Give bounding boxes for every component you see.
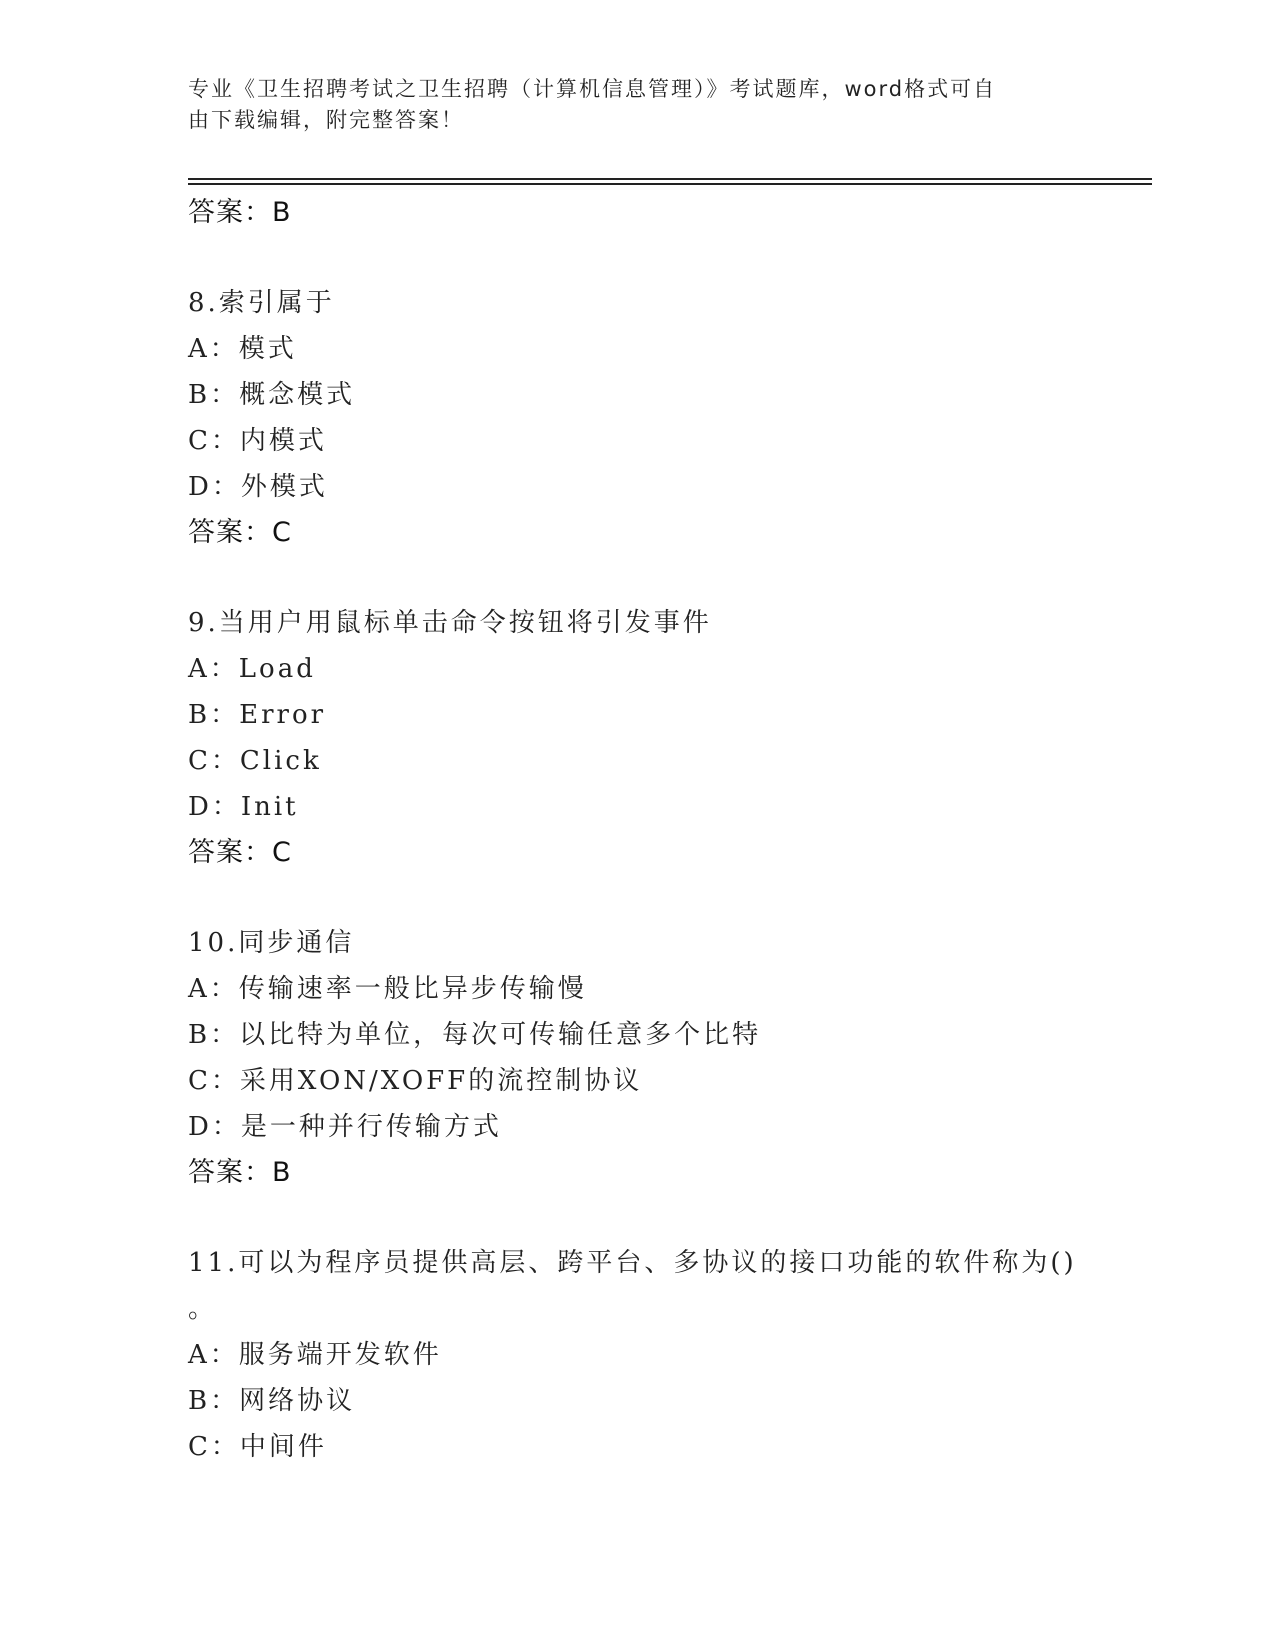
option-b: B：概念模式 (188, 380, 356, 410)
header-line-2: 由下载编辑，附完整答案！ (188, 108, 464, 132)
option-a: A：Load (188, 654, 316, 684)
question-stem-continuation: 。 (188, 1294, 218, 1324)
option-d: D：外模式 (188, 472, 328, 502)
question-stem: 9.当用户用鼠标单击命令按钮将引发事件 (188, 608, 712, 638)
question-stem: 10.同步通信 (188, 928, 355, 958)
option-a: A：服务端开发软件 (188, 1340, 442, 1370)
answer: 答案：B (188, 1157, 292, 1188)
document-header (188, 74, 1068, 136)
option-c: C：采用XON/XOFF的流控制协议 (188, 1066, 643, 1096)
header-line-1: 专业《卫生招聘考试之卫生招聘（计算机信息管理）》考试题库，word格式可自 (188, 77, 997, 101)
option-b: B：Error (188, 700, 327, 730)
option-d: D：Init (188, 792, 299, 822)
option-b: B：网络协议 (188, 1386, 356, 1416)
option-b: B：以比特为单位，每次可传输任意多个比特 (188, 1020, 762, 1050)
answer: 答案：C (188, 837, 292, 868)
option-c: C：中间件 (188, 1432, 327, 1462)
question-8 (188, 280, 1148, 556)
question-10 (188, 920, 1148, 1196)
question-9 (188, 600, 1148, 876)
option-c: C：内模式 (188, 426, 327, 456)
previous-answer: 答案：B (188, 197, 292, 228)
option-a: A：传输速率一般比异步传输慢 (188, 974, 587, 1004)
option-d: D：是一种并行传输方式 (188, 1112, 502, 1142)
option-a: A：模式 (188, 334, 297, 364)
option-c: C：Click (188, 746, 322, 776)
header-divider-top (188, 178, 1152, 180)
question-stem: 8.索引属于 (188, 288, 335, 318)
question-11 (188, 1240, 1148, 1470)
question-list (188, 190, 1148, 1470)
header-divider-bottom (188, 183, 1152, 185)
question-stem: 11.可以为程序员提供高层、跨平台、多协议的接口功能的软件称为() (188, 1248, 1077, 1278)
answer: 答案：C (188, 517, 292, 548)
